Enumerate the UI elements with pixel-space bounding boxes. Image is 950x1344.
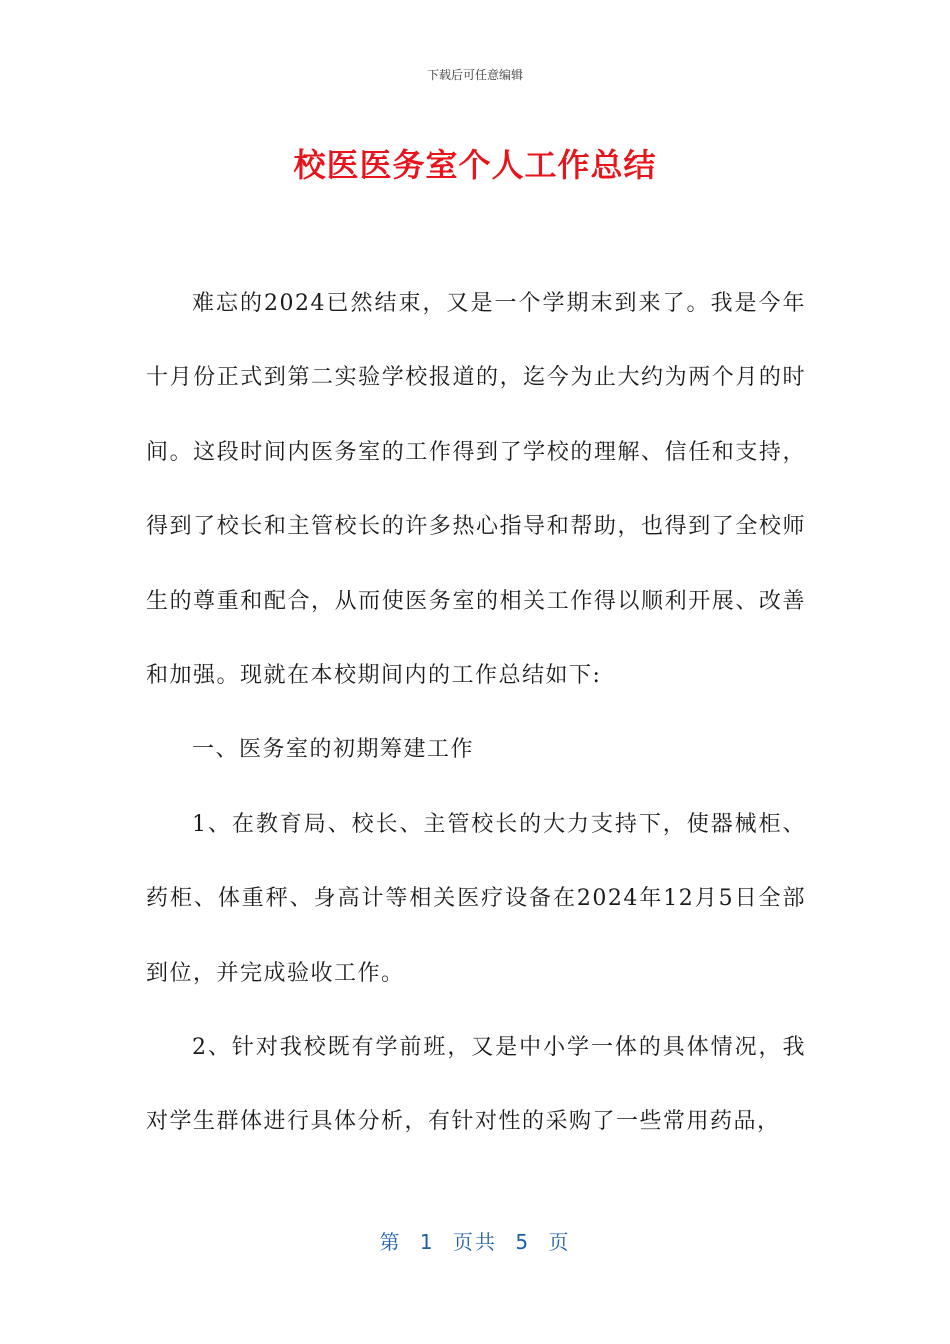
footer-prefix: 第 (379, 1230, 402, 1254)
paragraph-item-2: 2、针对我校既有学前班，又是中小学一体的具体情况，我对学生群体进行具体分析，有针对性的采购了一些常用药品， (146, 1035, 806, 1135)
paragraph-item-1: 1、在教育局、校长、主管校长的大力支持下，使器械柜、药柜、体重秤、身高计等相关医疗设备在2024年12月5日全部到位，并完成验收工作。 (146, 811, 806, 986)
page-footer (0, 1226, 950, 1255)
paragraph-intro: 难忘的2024已然结束，又是一个学期末到来了。我是今年十月份正式到第二实验学校报道的，迄今为止大约为两个月的时间。这段时间内医务室的工作得到了学校的理解、信任和支持，得到了校长和主管校长的许多热心指导和帮助，也得到了全校师生的尊重和配合，从而使医务室的相关工作得以顺利开展、改善和加强。现就在本校期间内的工作总结如下: (146, 291, 806, 689)
footer-suffix: 页 (548, 1230, 571, 1254)
header-note: 下载后可任意编辑 (426, 68, 523, 82)
paragraph-section-heading: 一、医务室的初期筹建工作 (192, 737, 475, 763)
footer-total-pages: 5 (515, 1230, 531, 1254)
footer-middle: 页共 (453, 1230, 497, 1254)
footer-current-page: 1 (419, 1230, 435, 1254)
document-title: 校医医务室个人工作总结 (293, 146, 657, 184)
document-body (146, 267, 806, 1160)
